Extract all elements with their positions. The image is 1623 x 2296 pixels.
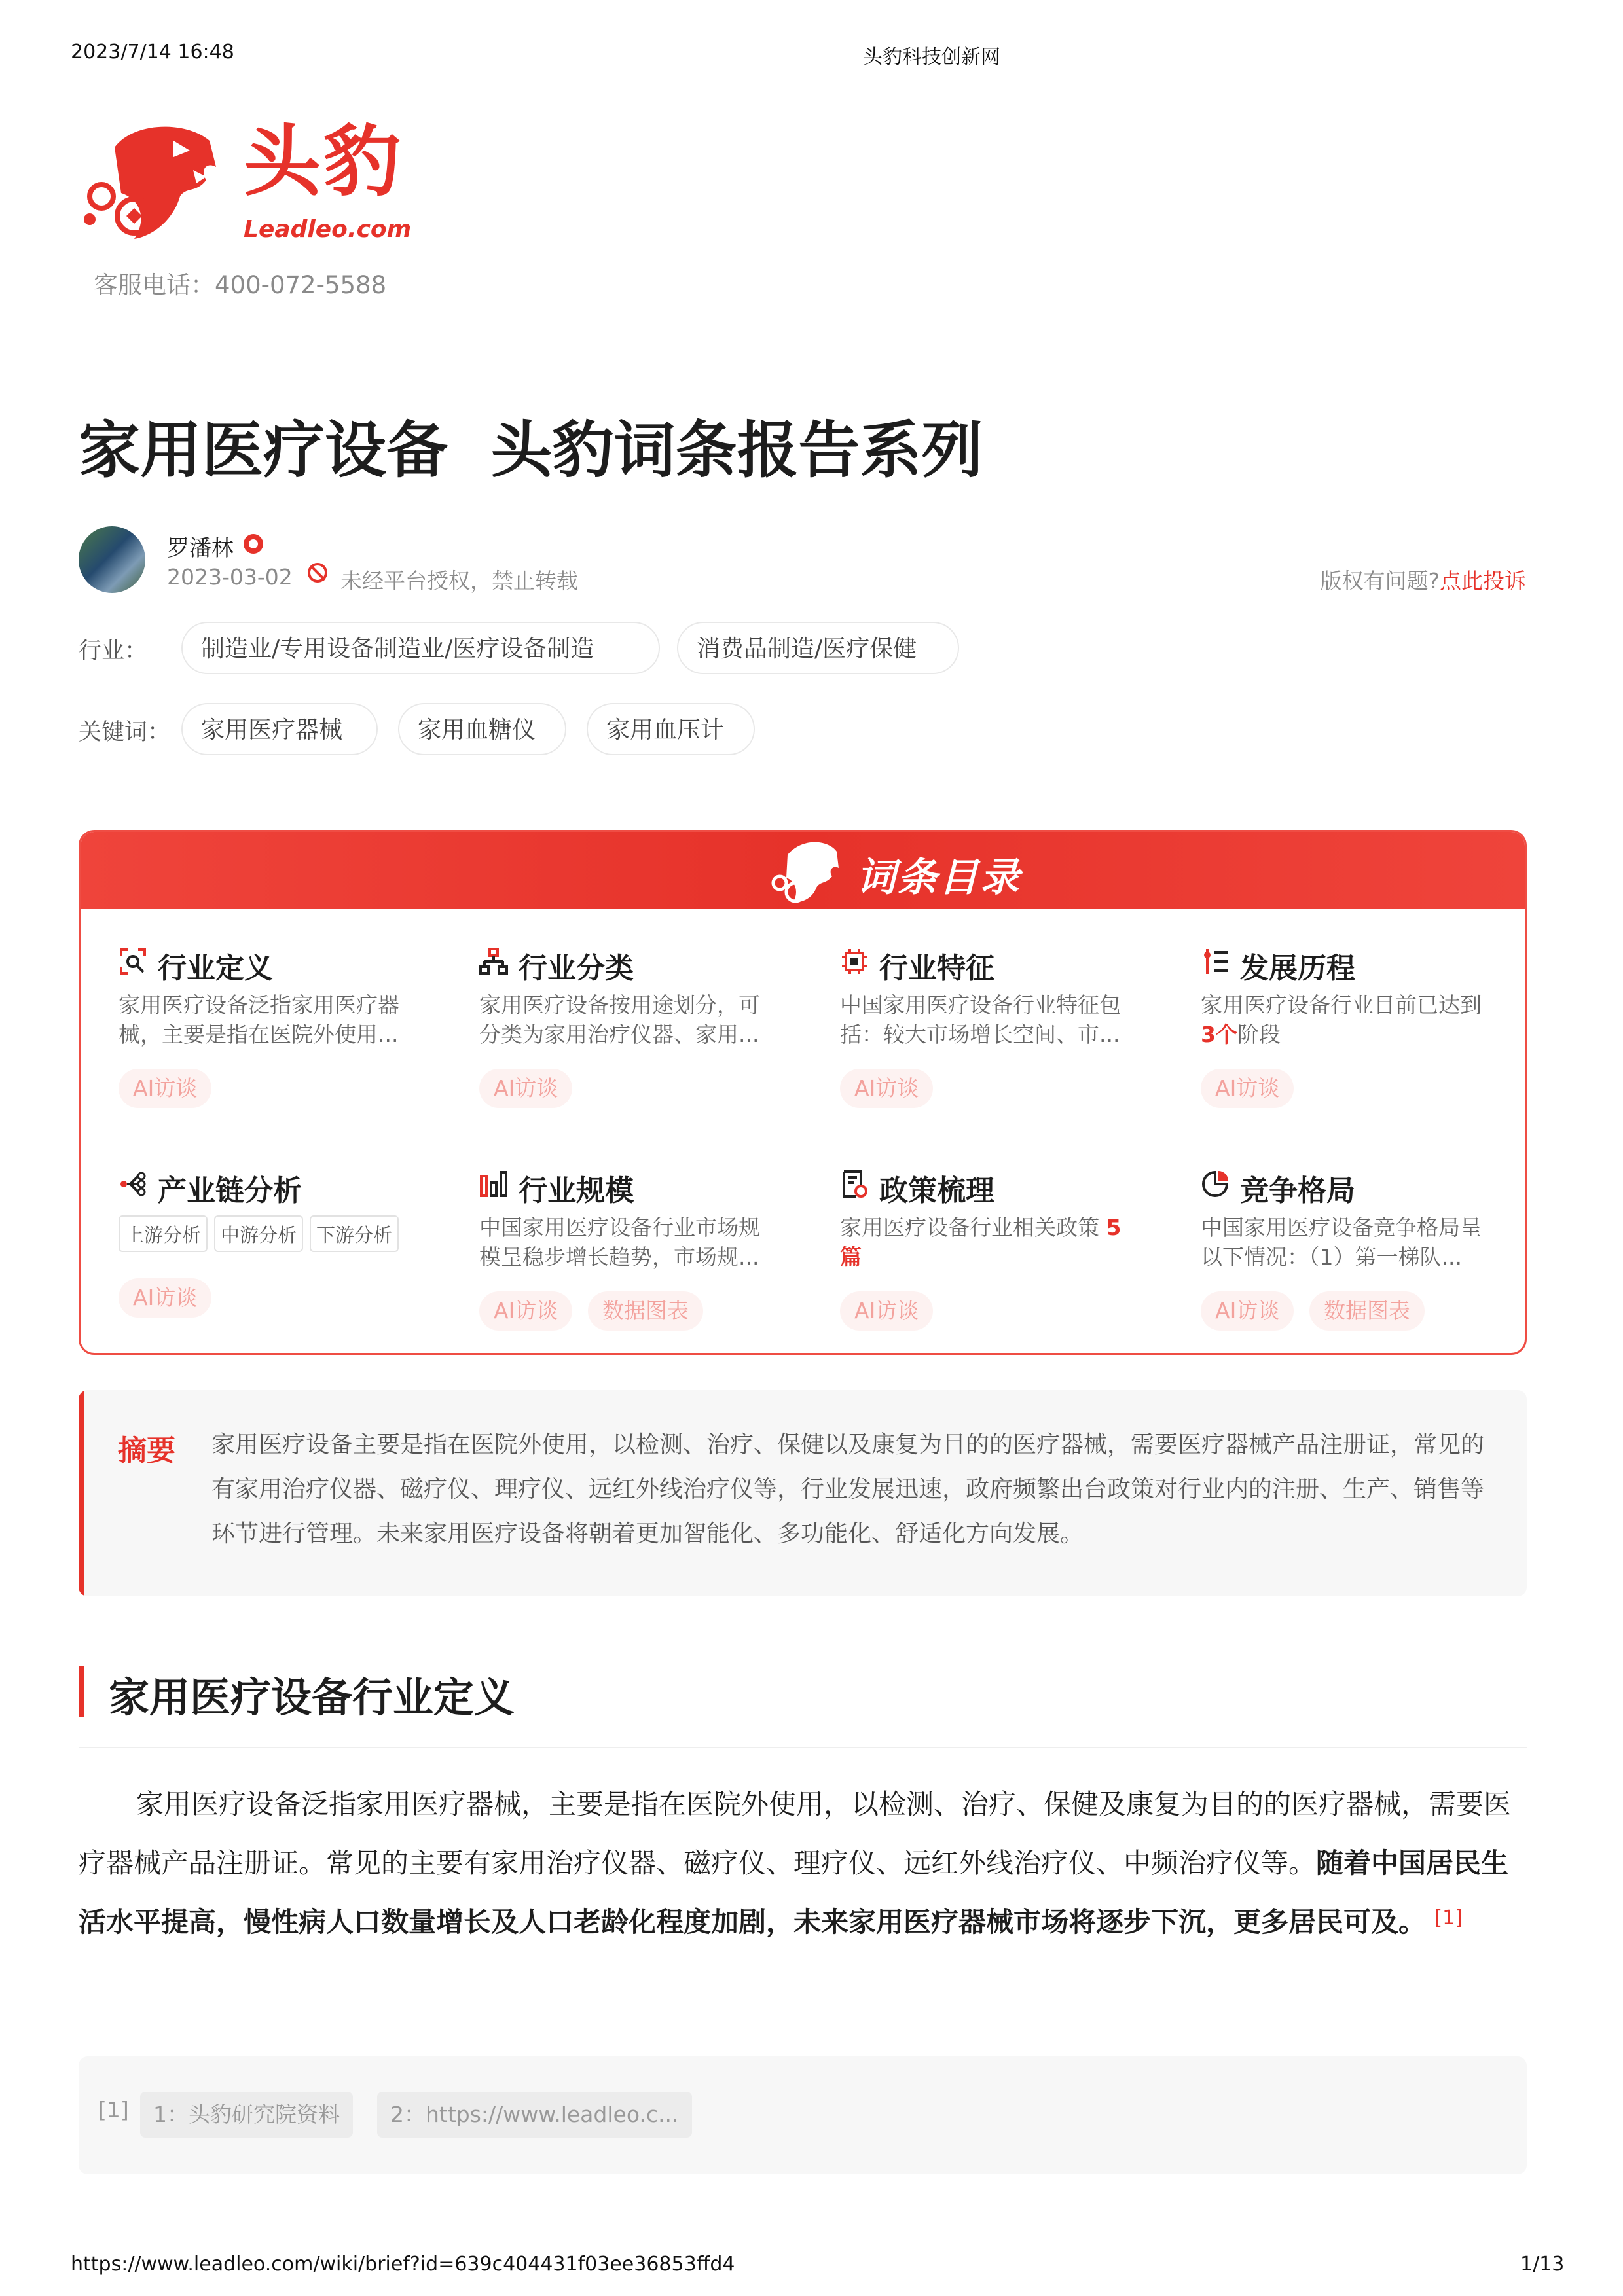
policy-count: 5篇: [840, 1215, 1122, 1270]
hierarchy-icon: [479, 947, 508, 976]
downstream-tab[interactable]: 下游分析: [310, 1215, 399, 1252]
data-chart-tag[interactable]: 数据图表: [588, 1291, 703, 1331]
keyword-tag[interactable]: 家用医疗器械: [181, 703, 378, 755]
bar-chart-icon: [479, 1170, 508, 1198]
ai-interview-tag[interactable]: AI访谈: [1201, 1291, 1294, 1331]
toc-card-title: 行业分类: [519, 952, 634, 985]
reference-item[interactable]: 2：https://www.leadleo.c...: [377, 2092, 692, 2138]
page-title: 家用医疗设备 头豹词条报告系列: [79, 415, 983, 486]
copyright-label: 版权有问题?: [1320, 568, 1440, 594]
toc-card-desc-suffix: 阶段: [1237, 1022, 1281, 1047]
toc-card-desc-text: 家用医疗设备行业目前已达到: [1201, 992, 1482, 1018]
timeline-icon: [1201, 947, 1230, 976]
toc-card-desc: [840, 1213, 1135, 1272]
pie-icon: [1201, 1170, 1230, 1198]
footnote-link[interactable]: [1]: [1434, 1907, 1463, 1929]
body-normal-text: 家用医疗设备泛指家用医疗器械，主要是指在医院外使用，以检测、治疗、保健及康复为目的的医疗器械，需要医疗器械产品注册证。常见的主要有家用治疗仪器、磁疗仪、理疗仪、远红外线治疗仪、中频治疗仪等。: [79, 1788, 1512, 1879]
verified-badge-icon: [244, 534, 263, 554]
reference-item[interactable]: 1：头豹研究院资料: [140, 2092, 353, 2138]
print-datetime: 2023/7/14 16:48: [71, 41, 234, 63]
no-repost-icon: [308, 563, 327, 583]
table-of-contents: [79, 830, 1527, 1355]
toc-card-title: 竞争格局: [1240, 1174, 1355, 1208]
abstract-accent-bar: [79, 1390, 84, 1596]
chain-icon: [119, 1170, 147, 1198]
toc-card-desc: 中国家用医疗设备行业市场规模呈稳步增长趋势，市场规...: [479, 1215, 760, 1270]
keyword-label: 关键词：: [79, 719, 171, 745]
ai-interview-tag[interactable]: AI访谈: [1201, 1069, 1294, 1108]
ai-interview-tag[interactable]: AI访谈: [119, 1069, 211, 1108]
toc-card-desc: 中国家用医疗设备行业特征包括：较大市场增长空间、市...: [840, 992, 1121, 1047]
ai-interview-tag[interactable]: AI访谈: [479, 1291, 572, 1331]
complaint-link[interactable]: 点此投诉: [1440, 568, 1526, 594]
abstract-text: 家用医疗设备主要是指在医院外使用，以检测、治疗、保健以及康复为目的的医疗器械，需要医疗器械产品注册证，常见的有家用治疗仪器、磁疗仪、理疗仪、远红外线治疗仪等，行业发展迅速，政府频繁出台政策对行业内的注册、生产、销售等环节进行管理。未来家用医疗设备将朝着更加智能化、多功能化、舒适化方向发展。: [211, 1431, 1485, 1547]
ai-interview-tag[interactable]: AI访谈: [840, 1069, 933, 1108]
search-doc-icon: [119, 947, 147, 976]
leopard-logo-icon: [761, 838, 840, 904]
stage-count: 3个: [1201, 1022, 1237, 1047]
brand-name: 头豹: [244, 117, 404, 207]
data-chart-tag[interactable]: 数据图表: [1309, 1291, 1425, 1331]
midstream-tab[interactable]: 中游分析: [214, 1215, 303, 1252]
section-title: 家用医疗设备行业定义: [109, 1674, 515, 1721]
body-bold-text: 随着中国居民生活水平提高，慢性病人口数量增长及人口老龄化程度加剧，未来家用医疗器械市场将逐步下沉，更多居民可及。: [79, 1847, 1509, 1938]
page-number: 1/13: [1520, 2253, 1565, 2276]
section-accent-bar: [79, 1666, 84, 1717]
upstream-tab[interactable]: 上游分析: [119, 1215, 208, 1252]
toc-card-title: 发展历程: [1240, 952, 1355, 985]
keyword-tag[interactable]: 家用血压计: [587, 703, 755, 755]
author-name[interactable]: 罗潘林: [167, 535, 234, 562]
abstract-label: 摘要: [118, 1434, 175, 1467]
section-divider: [79, 1747, 1527, 1748]
brand-domain: Leadleo.com: [244, 216, 412, 243]
publish-date: 2023-03-02: [167, 564, 293, 590]
toc-header: [81, 832, 1525, 909]
print-url: https://www.leadleo.com/wiki/brief?id=639c404431f03ee36853ffd4: [71, 2253, 735, 2276]
reference-label: [1]: [98, 2097, 129, 2123]
ai-interview-tag[interactable]: AI访谈: [119, 1278, 211, 1318]
references-box: [79, 2056, 1527, 2174]
leopard-logo-icon: [75, 121, 219, 245]
industry-label: 行业：: [79, 638, 148, 664]
toc-card-desc-text: 家用医疗设备行业相关政策: [840, 1215, 1106, 1240]
copyright-question: [1320, 564, 1526, 595]
toc-card-desc: 家用医疗设备泛指家用医疗器械，主要是指在医院外使用...: [119, 992, 399, 1047]
keyword-tag[interactable]: 家用血糖仪: [398, 703, 566, 755]
chip-icon: [840, 947, 869, 976]
toc-card-title: 产业链分析: [158, 1174, 302, 1208]
toc-title: 词条目录: [856, 855, 1021, 901]
toc-card-title: 政策梳理: [879, 1174, 994, 1208]
print-site-title: 头豹科技创新网: [863, 46, 1000, 69]
ai-interview-tag[interactable]: AI访谈: [479, 1069, 572, 1108]
section-body: [79, 1775, 1527, 1952]
toc-card-desc: 家用医疗设备按用途划分，可分类为家用治疗仪器、家用...: [479, 992, 760, 1047]
avatar[interactable]: [79, 526, 145, 593]
toc-card-desc: 中国家用医疗设备竞争格局呈以下情况：（1）第一梯队...: [1201, 1215, 1482, 1270]
toc-card-desc: [1201, 990, 1495, 1049]
toc-card-title: 行业定义: [158, 952, 273, 985]
ai-interview-tag[interactable]: AI访谈: [840, 1291, 933, 1331]
toc-card-title: 行业规模: [519, 1174, 634, 1208]
toc-card-title: 行业特征: [879, 952, 994, 985]
industry-tag[interactable]: 制造业/专用设备制造业/医疗设备制造: [181, 622, 660, 674]
industry-tag[interactable]: 消费品制造/医疗保健: [677, 622, 959, 674]
customer-service-phone: 客服电话：400-072-5588: [94, 271, 387, 299]
policy-doc-icon: [840, 1170, 869, 1198]
repost-notice: 未经平台授权，禁止转载: [340, 568, 578, 594]
abstract-box: [79, 1390, 1527, 1596]
